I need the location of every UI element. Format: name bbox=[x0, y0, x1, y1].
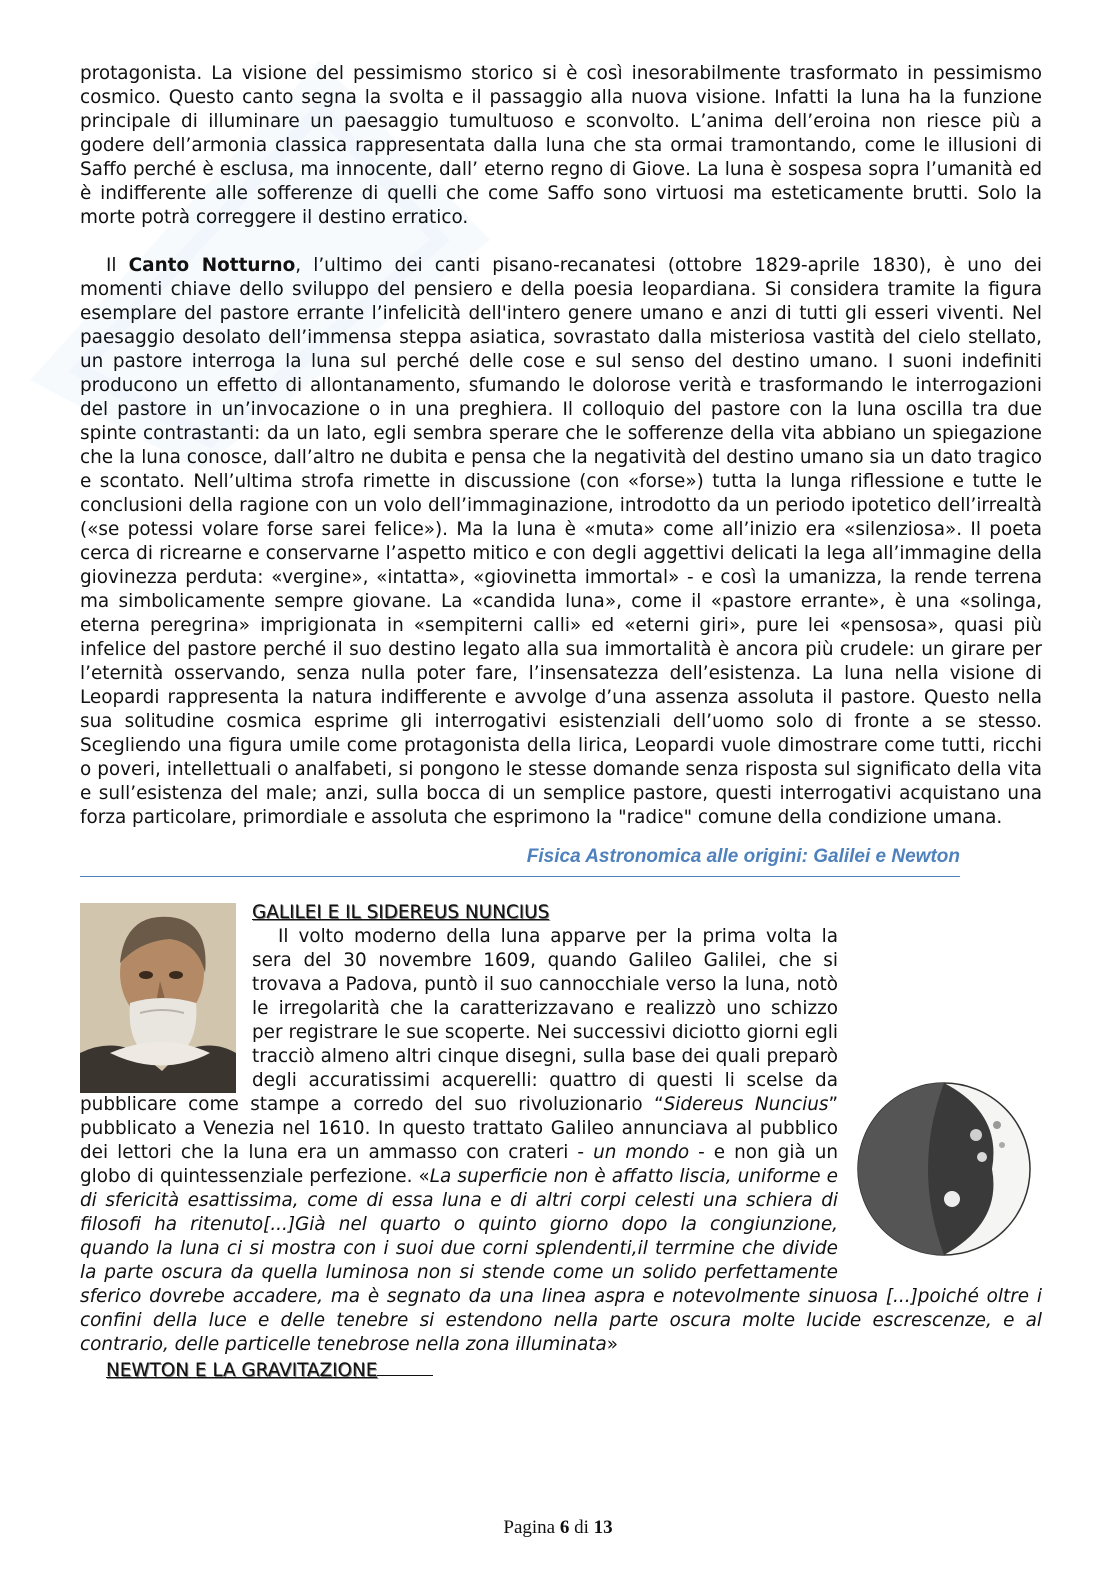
galilei-text-part3: - e non già un globo di quintessenziale perfezione. « bbox=[80, 1142, 839, 1187]
galilei-text-part2: ” pubblicato a Venezia nel 1610. In questo trattato Galileo annunciava al pubblico dei lettori che la luna era un ammasso con crateri - bbox=[80, 1094, 838, 1163]
footer-label: Pagina bbox=[503, 1517, 556, 1538]
newton-heading: NEWTON E LA GRAVITAZIONE bbox=[106, 1360, 378, 1381]
galilei-text-part1: Il volto moderno della luna apparve per la prima volta la sera del 30 novembre 1609, quando Galileo Galilei, che si trovava a Padova, puntò il suo cannocchiale verso la luna, notò le irregolarità che la caratterizzavano e realizzò uno schizzo per registrare le sue scoperte. Nei successivi diciotto giorni egli tracciò almeno altri cinque disegni, sulla base dei quali preparò degli accuratissimi acquerelli: quattro di questi li scelse da pubblicare come stampe a corredo del suo rivoluzionario “ bbox=[80, 926, 838, 1115]
document-page bbox=[80, 62, 1042, 1383]
paragraph-lead: Il bbox=[106, 255, 129, 276]
quote-close: » bbox=[606, 1334, 619, 1355]
galilei-section bbox=[80, 901, 1042, 1383]
heading-underline-tail bbox=[377, 1357, 433, 1376]
section-rule bbox=[80, 876, 960, 877]
paragraph-body: , l’ultimo dei canti pisano-recanatesi (ottobre 1829-aprile 1830), è uno dei momenti chiave dello sviluppo del pensiero e della poesia leopardiana. Si considera tramite la figura esemplare del pastore errante l’infelicità dell'intero genere umano e anzi di tutti gli esseri viventi. Nel paesaggio desolato dell’immensa steppa asiatica, sovrastato dalla misteriosa vastità del cielo stellato, un pastore interroga la luna sul perché delle cose e sul senso del destino umano. I suoni indefiniti producono un effetto di allontanamento, sfumando le dolorose verità e trasformando le interrogazioni del pastore in un’invocazione o in una preghiera. Il colloquio del pastore con la luna oscilla tra due spinte contrastanti: da un lato, egli sembra sperare che le sofferenze della vita abbiano un spiegazione che la luna conosce, dall’altro ne dubita e pensa che la negatività del destino umano sia un dato tragico e scontato. Nell’ultima strofa rimette in discussione (con «forse») tutta la lunga riflessione e tutte le conclusioni della ragione con un volo dell’immaginazione, introdotto da un periodo ipotetico dell’irrealtà («se potessi volare forse sarei felice»). Ma la luna è «muta» come all’inizio era «silenziosa». Il poeta cerca di ricrearne e conservarne l’aspetto mitico e con degli aggettivi delicati la lega all’immagine della giovinezza perduta: «vergine», «intatta», «giovinetta immortal» - e così la umanizza, la rende terrena ma simbolicamente sempre giovane. La «candida luna», come il «pastore errante», è una «solinga, eterna peregrina» imprigionata in «sempiterni calli» ed «eterni giri», pure lei «pensosa», quasi più infelice del pastore perché il suo destino legato alla sua immortalità è ancora più crudele: un girare per l’eternità osservando, senza nulla poter fare, l’insensatezza dell’esistenza. La luna nella visione di Leopardi rappresenta la natura indifferente e avvolge d’una assenza assoluta il pastore. Questo nella sua solitudine cosmica esprime gli interrogativi esistenziali dell’uomo solo di fronte a se stesso. Scegliendo una figura umile come protagonista della lirica, Leopardi vuole dimostrare come tutti, ricchi o poveri, intellettuali o analfabeti, si pongono le stesse domande senza risposta sul significato della vita e sull’esistenza del male; anzi, sulla bocca di un semplice pastore, questi interrogativi acquistano una forza particolare, primordiale e assoluta che esprimono la "radice" comune della condizione umana. bbox=[80, 255, 1042, 828]
galilei-heading: GALILEI E IL SIDEREUS NUNCIUS bbox=[252, 902, 550, 923]
paragraph-canto-notturno bbox=[80, 254, 1042, 830]
newton-heading-line bbox=[80, 1357, 1042, 1383]
canto-notturno-title: Canto Notturno bbox=[128, 255, 296, 276]
section-title: Fisica Astronomica alle origini: Galilei e Newton bbox=[526, 846, 960, 867]
galilei-quote: La superficie non è affatto liscia, uniforme e di sfericità esattissima, come di essa luna e di altri corpi celesti una schiera di filosofi ha ritenuto[...]Già nel quarto o quinto giorno dopo la congiunzione, quando la luna ci si mostra con i suoi due corni splendenti,il terrmine che divide la parte oscura da quella luminosa non si stende come un solido perfettamente sferico dovrebe accadere, ma è segnato da una linea aspra e notevolmente sinuosa [...]poiché oltre i confini della luce e delle tenebre si estendono nella parte oscura molte lucide escrescenze, e al contrario, delle particelle tenebrose nella zona illuminata bbox=[80, 1166, 1042, 1355]
un-mondo-italic: un mondo bbox=[593, 1142, 690, 1163]
sidereus-nuncius-title: Sidereus Nuncius bbox=[663, 1094, 829, 1115]
paragraph-saffo: protagonista. La visione del pessimismo storico si è così inesorabilmente trasformato in pessimismo cosmico. Questo canto segna la svolta e il passaggio alla nuova visione. Infatti la luna ha la funzione principale di illuminare un paesaggio tumultuoso e sconvolto. L’anima dell’eroina non riesce più a godere dell’armonia classica rappresentata dalla luna che sta ormai tramontando, come le illusioni di Saffo perché è esclusa, ma innocente, dall’ eterno regno di Giove. La luna è sospesa sopra l’umanità ed è indifferente alle sofferenze di quelli che come Saffo sono virtuosi ma esteticamente brutti. Solo la morte potrà correggere il destino erratico. bbox=[80, 63, 1042, 228]
galileo-portrait bbox=[80, 903, 236, 1093]
total-pages: 13 bbox=[593, 1517, 613, 1538]
current-page: 6 bbox=[559, 1517, 570, 1538]
footer-di: di bbox=[574, 1517, 589, 1538]
moon-drawing bbox=[852, 1073, 1042, 1265]
page-footer bbox=[0, 1517, 1116, 1539]
